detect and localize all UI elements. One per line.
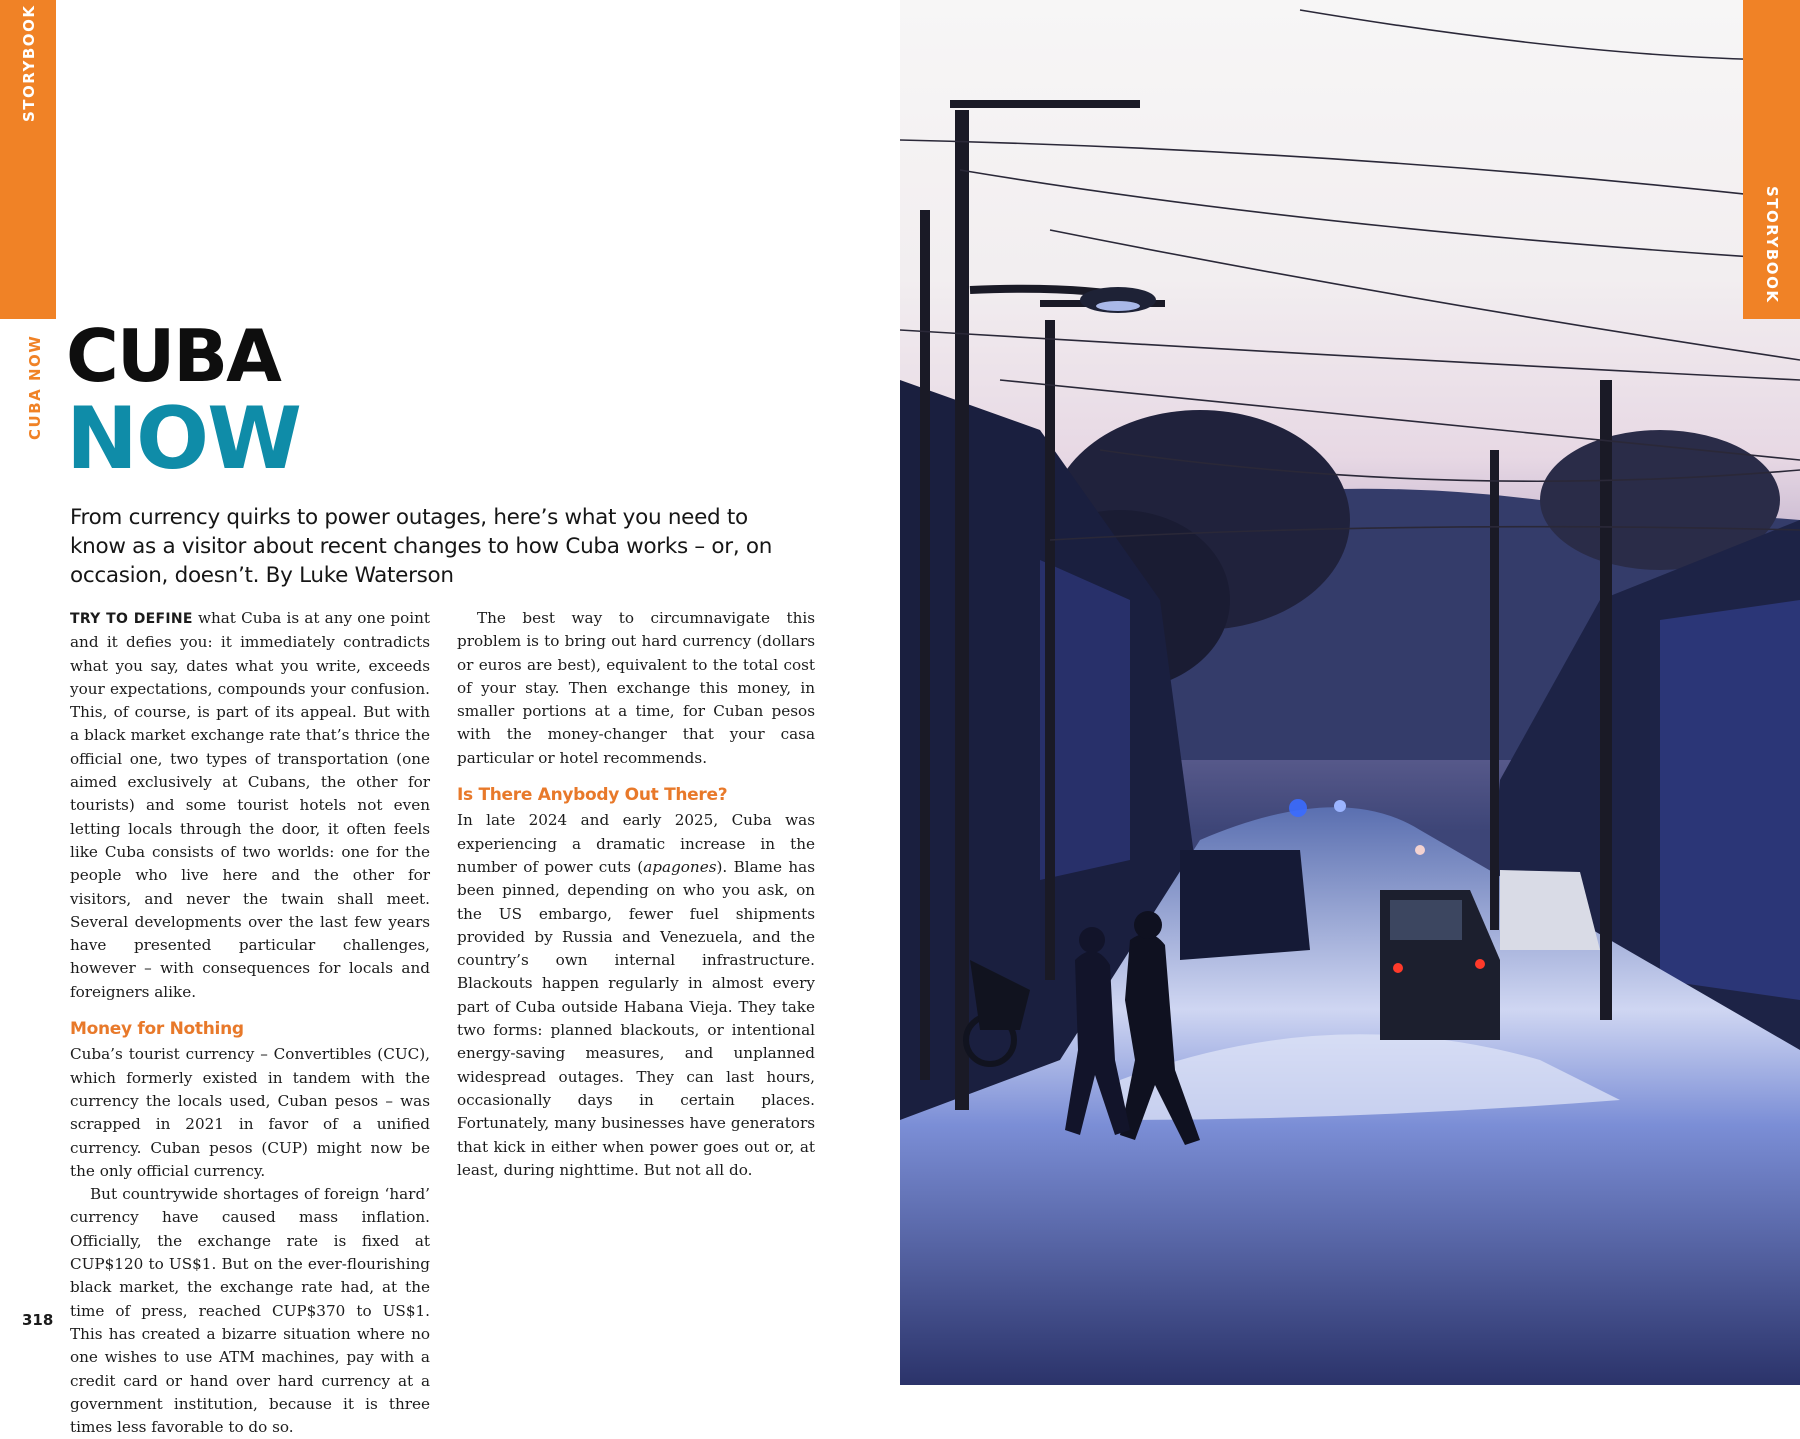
article-paragraph: Cuba’s tourist currency – Convertibles (CUC), which formerly existed in tandem with the currency the locals used, Cuban pesos – was scrapped in 2021 in favor of a unified currency. Cuban pesos (CUP) might now be the only official currency. (70, 1045, 430, 1180)
article-column-2 (457, 607, 815, 1182)
article-paragraph (457, 809, 815, 1182)
storybook-tab-right (1743, 0, 1800, 319)
title-line-2: NOW (66, 389, 300, 489)
storybook-tab (0, 0, 56, 319)
left-page (0, 0, 900, 1437)
paragraph-text: ). Blame has been pinned, depending on who you ask, on the US embargo, fewer fuel shipments provided by Russia and Venezuela, and the country’s own internal infrastructure. Blackouts happen regularly in almost every part of Cuba outside Habana Vieja. They take two forms: planned blackouts, or intentional energy-saving measures, and unplanned widespread outages. They can last hours, occasionally days in certain places. Fortunately, many businesses have generators that kick in either when power goes out or, at least, during nighttime. But not all do. (457, 857, 815, 1179)
article-paragraph (70, 607, 430, 1004)
street-photo (900, 0, 1800, 1385)
subhead-money: Money for Nothing (70, 1019, 244, 1040)
page-number: 318 (22, 1311, 54, 1329)
paragraph-text: In late 2024 and early 2025, Cuba was experiencing a dramatic increase in the number of power cuts ( (457, 811, 815, 876)
storybook-tab-label: STORYBOOK (1763, 186, 1781, 304)
article-paragraph: The best way to circumnavigate this problem is to bring out hard currency (dollars or euros are best), equivalent to the total cost of your stay. Then exchange this money, in smaller portions at a time, for Cuban pesos with the money-changer that your casa particular or hotel recommends. (457, 609, 815, 767)
emphasis-term: apagones (643, 857, 717, 876)
photo-illustration (900, 0, 1800, 1385)
standfirst: From currency quirks to power outages, here’s what you need to know as a visitor about recent changes to how Cuba works – or, on occasion, doesn’t. By Luke Waterson (70, 505, 773, 588)
article-paragraph-continued: But countrywide shortages of foreign ‘hard’ currency have caused mass inflation. Officially, the exchange rate is fixed at CUP$120 to US$1. But on the ever-flourishing black market, the exchange rate had, at the time of press, reached CUP$370 to US$1. This has created a bizarre situation where no one wishes to use ATM machines, pay with a credit card or hand over hard currency at a government institution, because it is three times less favorable to do so. (70, 1185, 430, 1437)
title-line-1: CUBA (66, 314, 280, 398)
article-column-1 (70, 607, 430, 1439)
subhead-power: Is There Anybody Out There? (457, 785, 728, 806)
section-side-label: CUBA NOW (26, 334, 44, 440)
paragraph-text: what Cuba is at any one point and it defies you: it immediately contradicts what you say, dates what you write, exceeds your expectations, compounds your confusion. This, of course, is part of its appeal. But with a black market exchange rate that’s thrice the official one, two types of transportation (one aimed exclusively at Cubans, the other for tourists) and some tourist hotels not even letting locals through the door, it often feels like Cuba consists of two worlds: one for the people who live here and the other for visitors, and never the twain shall meet. Several developments over the last few years have presented particular challenges, however – with consequences for locals and foreigners alike. (70, 609, 430, 1001)
lead-in: TRY TO DEFINE (70, 611, 193, 627)
storybook-tab-label: STORYBOOK (20, 4, 38, 122)
